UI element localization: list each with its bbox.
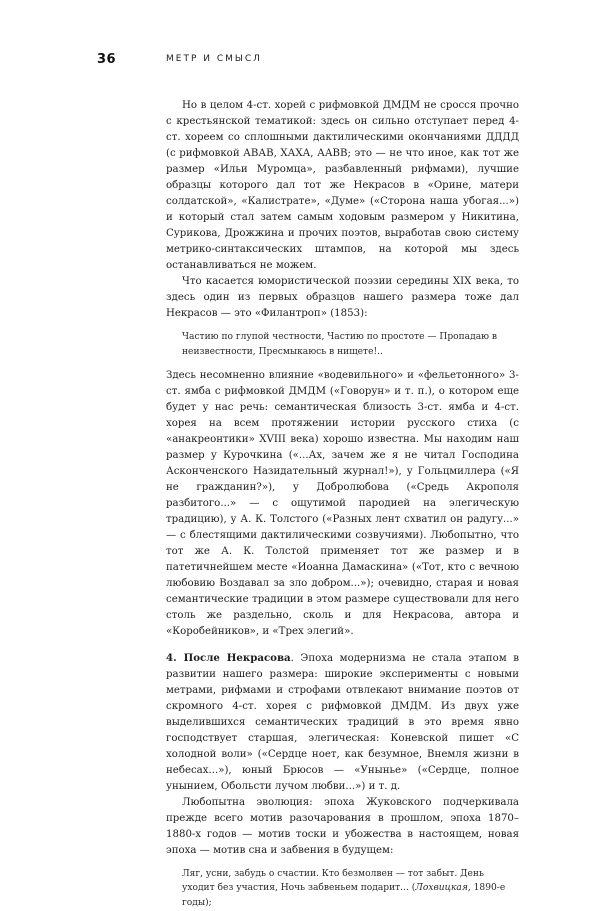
quote-date: , 1890-е годы); — [182, 883, 506, 909]
running-header — [0, 52, 600, 72]
paragraph-vaudeville-influence: Здесь несомненно влияние «водевильного» и «фельетонного» 3-ст. ямба с рифмовкой ДМДМ («Говорун» и т. п.), о котором еще будет у нас речь: семантическая близость 3-ст. ямба и 4-ст. хорея на всем протяжении истории русского стиха (с «анакреонтики» XVIII века) хорошо известна. Мы находим наш размер у Курочкина («...Ах, зачем же я не читал Господина Асконченского Назидательный журнал!»), у Гольцмиллера («Я не гражданин?»), у Добролюбова («Средь Акрополя разбитого...» — с ощутимой пародией на элегическую традицию), у А. К. Толстого («Разных лент схватил он радугу...» — с блестящими дактилическими созвучиями). Любопытно, что тот же А. К. Толстой применяет тот же размер и в патетичнейшем месте «Иоанна Дамаскина» («Тот, кто с вечною любовию Воздавал за зло добром...»); очевидно, старая и новая семантические традиции в этом размере существовали для него столь же раздельно, сколь и для Некрасова, автора и «Коробейников», и «Трех элегий». — [166, 369, 519, 637]
paragraph-hexameter-theme: Но в целом 4-ст. хорей с рифмовкой ДМДМ не сросся прочно с крестьянской тематикой: здесь он сильно отступает перед 4-ст. хореем со сплошными дактилическими окончаниями ДДДД (с рифмовкой АВАВ, ХАХА, ААВВ; это — не что иное, как тот же размер «Ильи Муромца», разбавленный рифмами), лучшие образцы которого дал тот же Некрасов в «Орине, матери солдатской», «Калистрате», «Думе» («Сторона наша убогая...») и который стал затем самым ходовым размером у Никитина, Сурикова, Дрожжина и прочих поэтов, выработав свою систему метрико-синтаксических штампов, на которой мы здесь останавливаться не можем. — [166, 100, 519, 271]
paragraph-humor-poetry: Что касается юмористической поэзии середины XIX века, то здесь один из первых образцов нашего размера тоже дал Некрасов — это «Филантроп» (1853): — [166, 276, 519, 319]
spacer — [166, 640, 519, 650]
spacer — [166, 360, 519, 368]
spacer — [166, 322, 519, 330]
running-head: МЕТР И СМЫСЛ — [166, 54, 262, 64]
spacer — [166, 859, 519, 867]
quote-philanthropist: Частию по глупой честности, Частию по простоте — Пропадаю в неизвестности, Пресмыкаюсь в нищете!.. — [182, 332, 498, 357]
page-body — [166, 98, 519, 911]
page-number: 36 — [97, 52, 117, 67]
section-text: . Эпоха модернизма не стала этапом в развитии нашего размера: широкие эксперименты с новыми метрами, рифмами и строфами отвлекают внимание поэтов от скромного 4-ст. хорея с рифмовкой ДМДМ. Из двух уже выделившихся семантических традиций в это время явно господствует старшая, элегическая: Коневской пишет «С холодной воли» («Сердце ноет, как безумное, Внемля жизни в небесах...»), юный Брюсов — «Унынье» («Сердце, полное унынием, Обольсти лучом любви...») и т. д. — [166, 652, 519, 792]
paragraph-after-nekrasov — [166, 650, 519, 795]
quote-text: Ляг, усни, забудь о счастии. Кто безмолвен — тот забыт. День уходит без участия, Ночь забвеньем подарит... ( — [182, 868, 484, 894]
paragraph-evolution: Любопытна эволюция: эпоха Жуковского подчеркивала прежде всего мотив разочарования в прошлом, эпоха 1870–1880-х годов — мотив тоски и убожества в настоящем, новая эпоха — мотив сна и забвения в будущем: — [166, 796, 519, 856]
quote-author: Лохвицкая — [415, 883, 468, 894]
quote-lokhvitskaya — [166, 867, 519, 911]
section-title: 4. После Некрасова — [166, 651, 291, 664]
